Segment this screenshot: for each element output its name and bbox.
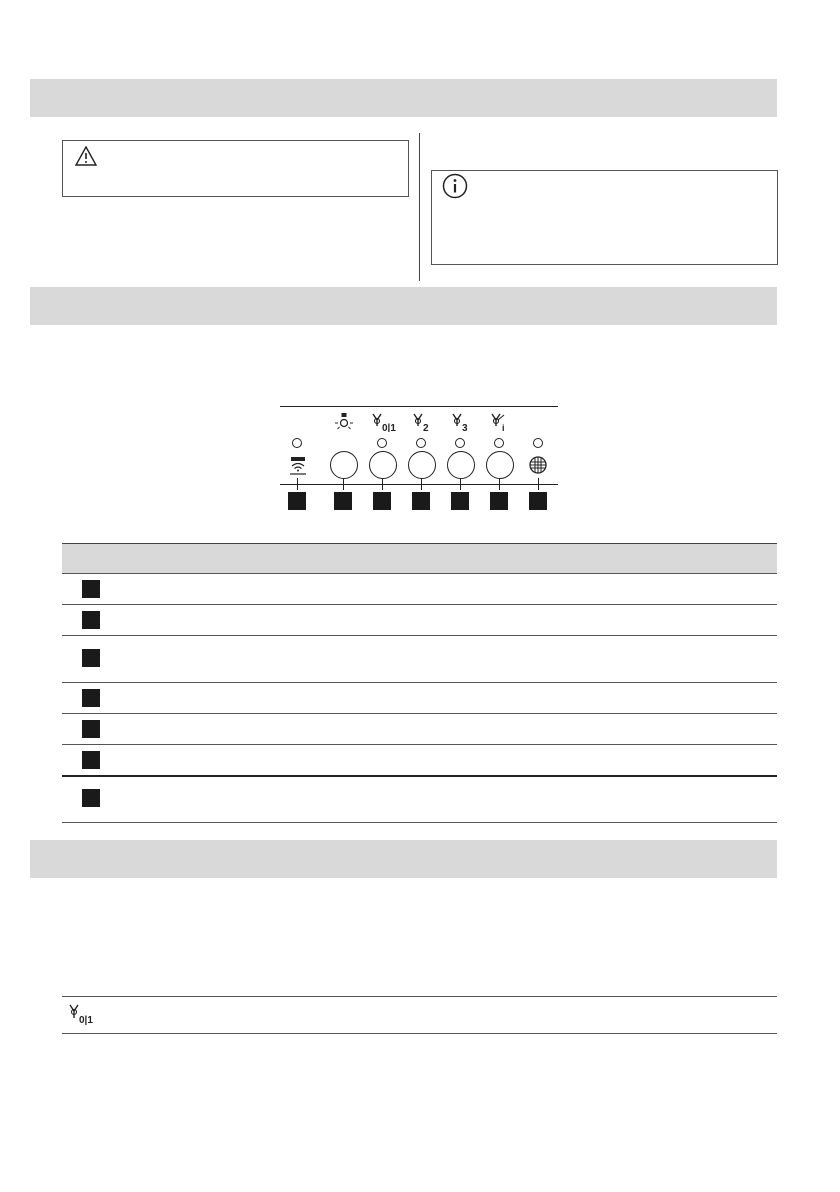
light-icon [334, 412, 354, 432]
table-row-marker-7 [82, 789, 100, 807]
fan-speed-2-button[interactable] [408, 451, 436, 479]
section-header-band-1 [30, 79, 777, 117]
callout-tick [421, 478, 422, 490]
led-filter [533, 438, 543, 448]
led-speed-1 [377, 438, 387, 448]
fan-speed-3-icon [450, 412, 472, 432]
table-row-divider [62, 713, 777, 714]
svg-text:0|1: 0|1 [382, 423, 396, 432]
table-header [62, 543, 777, 574]
table-row-marker-6 [82, 751, 100, 769]
callout-tick [460, 478, 461, 490]
warning-box [62, 140, 409, 197]
table-row-divider [62, 822, 777, 823]
table-row-marker-3 [82, 649, 100, 667]
table-row-divider [62, 682, 777, 683]
callout-tick [538, 478, 539, 490]
fan-boost-icon [489, 412, 511, 432]
table-row-marker-1 [82, 580, 100, 598]
callout-marker-2 [334, 492, 352, 510]
callout-marker-4 [412, 492, 430, 510]
callout-tick [343, 478, 344, 490]
callout-tick [297, 478, 298, 490]
panel-bottom-line [280, 484, 558, 485]
callout-marker-6 [490, 492, 508, 510]
svg-text:i: i [502, 423, 505, 432]
section-header-band-2 [30, 287, 777, 325]
callout-tick [499, 478, 500, 490]
callout-marker-3 [373, 492, 391, 510]
led-speed-3 [455, 438, 465, 448]
daily-use-table-top [62, 996, 777, 997]
wifi-connect-icon [288, 456, 308, 476]
fan-on-off-icon [369, 412, 399, 432]
table-row-divider [62, 744, 777, 745]
led-wifi [292, 438, 302, 448]
section-header-band-3 [30, 840, 777, 878]
callout-tick [382, 478, 383, 490]
led-speed-2 [416, 438, 426, 448]
svg-text:0|1: 0|1 [79, 1015, 93, 1025]
fan-speed-2-icon [411, 412, 433, 432]
callout-marker-1 [288, 492, 306, 510]
table-row-divider [62, 604, 777, 605]
table-row-divider [62, 775, 777, 777]
callout-marker-7 [529, 492, 547, 510]
panel-top-line [280, 406, 558, 407]
svg-text:2: 2 [423, 423, 429, 432]
svg-text:3: 3 [462, 423, 468, 432]
table-row-divider [62, 573, 777, 574]
grease-filter-icon [528, 455, 548, 475]
table-row-marker-5 [82, 720, 100, 738]
callout-marker-5 [451, 492, 469, 510]
warning-triangle-icon [75, 146, 97, 166]
table-row-marker-4 [82, 689, 100, 707]
column-divider [419, 133, 420, 281]
light-button[interactable] [330, 451, 358, 479]
fan-boost-button[interactable] [486, 451, 514, 479]
info-box [431, 170, 778, 265]
led-boost [494, 438, 504, 448]
info-icon [442, 173, 468, 199]
fan-speed-3-button[interactable] [447, 451, 475, 479]
fan-on-off-button[interactable] [369, 451, 397, 479]
table-row-divider [62, 635, 777, 636]
table-row-marker-2 [82, 611, 100, 629]
fan-on-off-icon [66, 1003, 106, 1025]
daily-use-table-bottom [62, 1033, 777, 1034]
